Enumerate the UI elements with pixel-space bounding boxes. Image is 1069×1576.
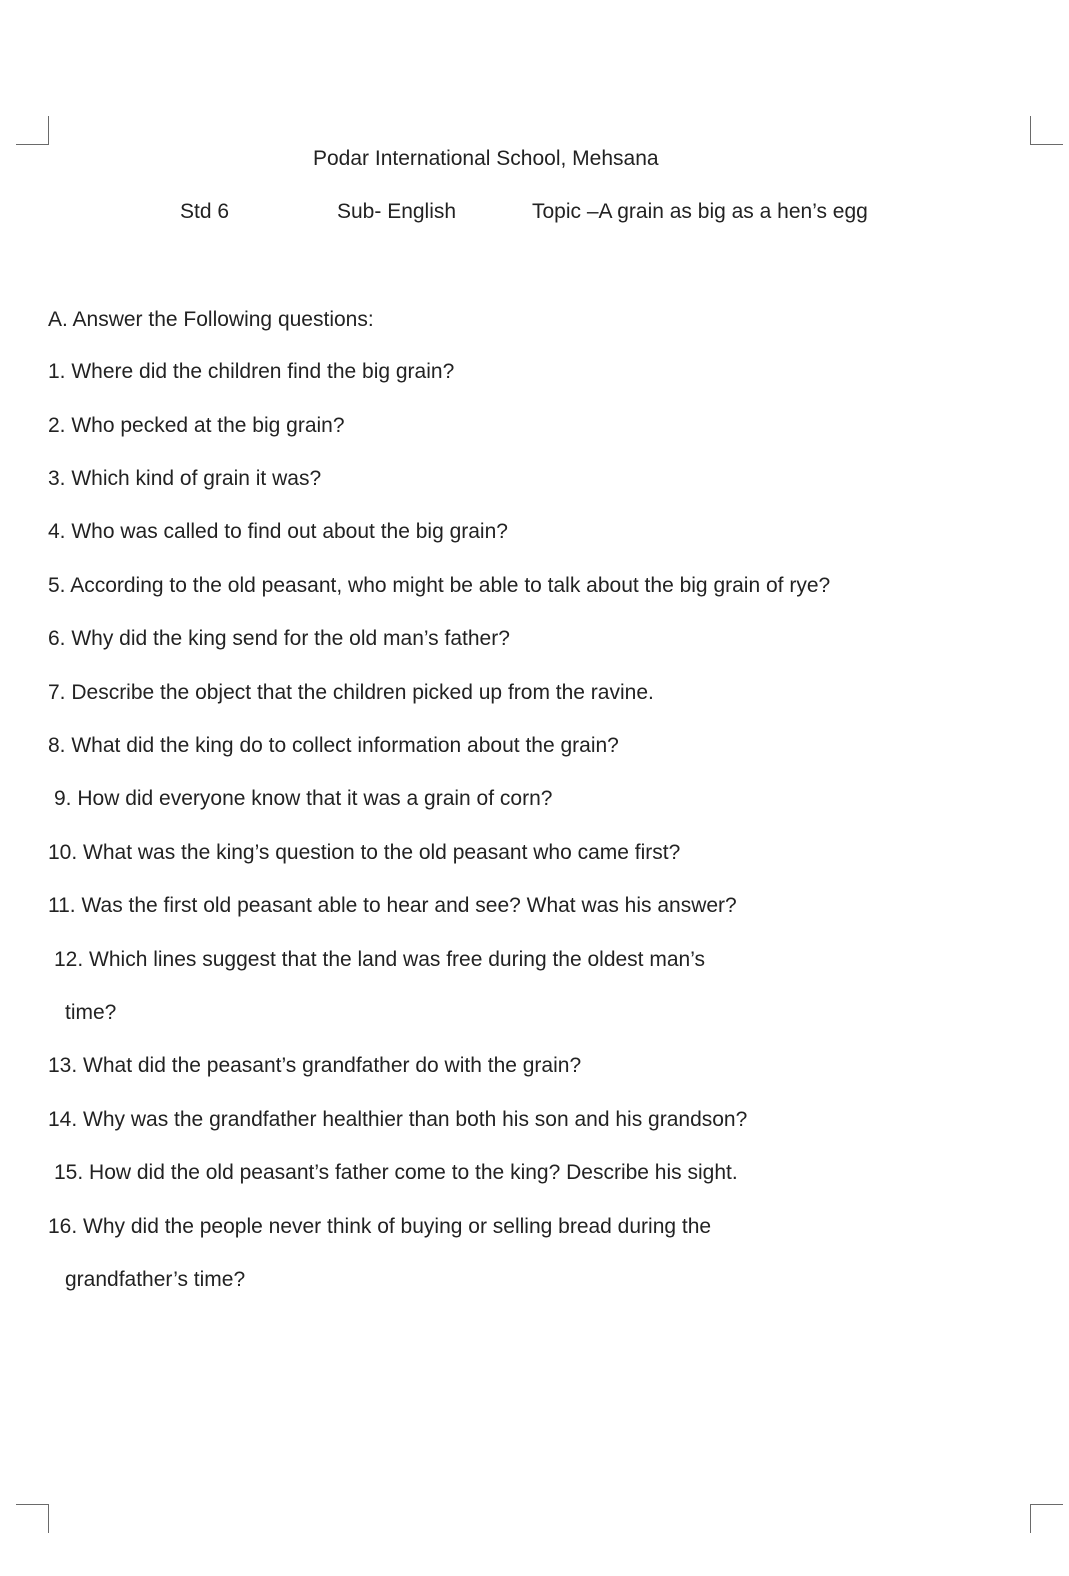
question-line: 16. Why did the people never think of buying or selling bread during the — [48, 1215, 712, 1238]
question-line: 6. Why did the king send for the old man’s father? — [48, 627, 510, 650]
question-line: 11. Was the first old peasant able to hear and see? What was his answer? — [48, 894, 737, 917]
question-continuation: grandfather’s time? — [65, 1268, 246, 1291]
question-line: 14. Why was the grandfather healthier than both his son and his grandson? — [48, 1108, 748, 1131]
subject-label: Sub- English — [337, 200, 457, 223]
school-name: Podar International School, Mehsana — [313, 147, 659, 170]
question-line: 9. How did everyone know that it was a grain of corn? — [54, 787, 553, 810]
question-line: 10. What was the king’s question to the old peasant who came first? — [48, 841, 681, 864]
question-line: 3. Which kind of grain it was? — [48, 467, 322, 490]
question-line: 2. Who pecked at the big grain? — [48, 414, 345, 437]
question-line: 15. How did the old peasant’s father come to the king? Describe his sight. — [54, 1161, 738, 1184]
topic-label: Topic –A grain as big as a hen’s egg — [532, 200, 868, 223]
crop-mark-top-left — [16, 116, 49, 145]
question-line: 8. What did the king do to collect information about the grain? — [48, 734, 619, 757]
crop-mark-top-right — [1030, 116, 1063, 145]
question-line: 5. According to the old peasant, who might be able to talk about the big grain of rye? — [48, 574, 831, 597]
question-continuation: time? — [65, 1001, 117, 1024]
section-heading: A. Answer the Following questions: — [48, 308, 374, 331]
question-line: 4. Who was called to find out about the big grain? — [48, 520, 508, 543]
crop-mark-bottom-left — [16, 1504, 49, 1533]
question-line: 1. Where did the children find the big grain? — [48, 360, 455, 383]
crop-mark-bottom-right — [1030, 1504, 1063, 1533]
question-line: 12. Which lines suggest that the land was free during the oldest man’s — [54, 948, 705, 971]
question-line: 7. Describe the object that the children picked up from the ravine. — [48, 681, 654, 704]
question-line: 13. What did the peasant’s grandfather do with the grain? — [48, 1054, 582, 1077]
standard-label: Std 6 — [180, 200, 230, 223]
